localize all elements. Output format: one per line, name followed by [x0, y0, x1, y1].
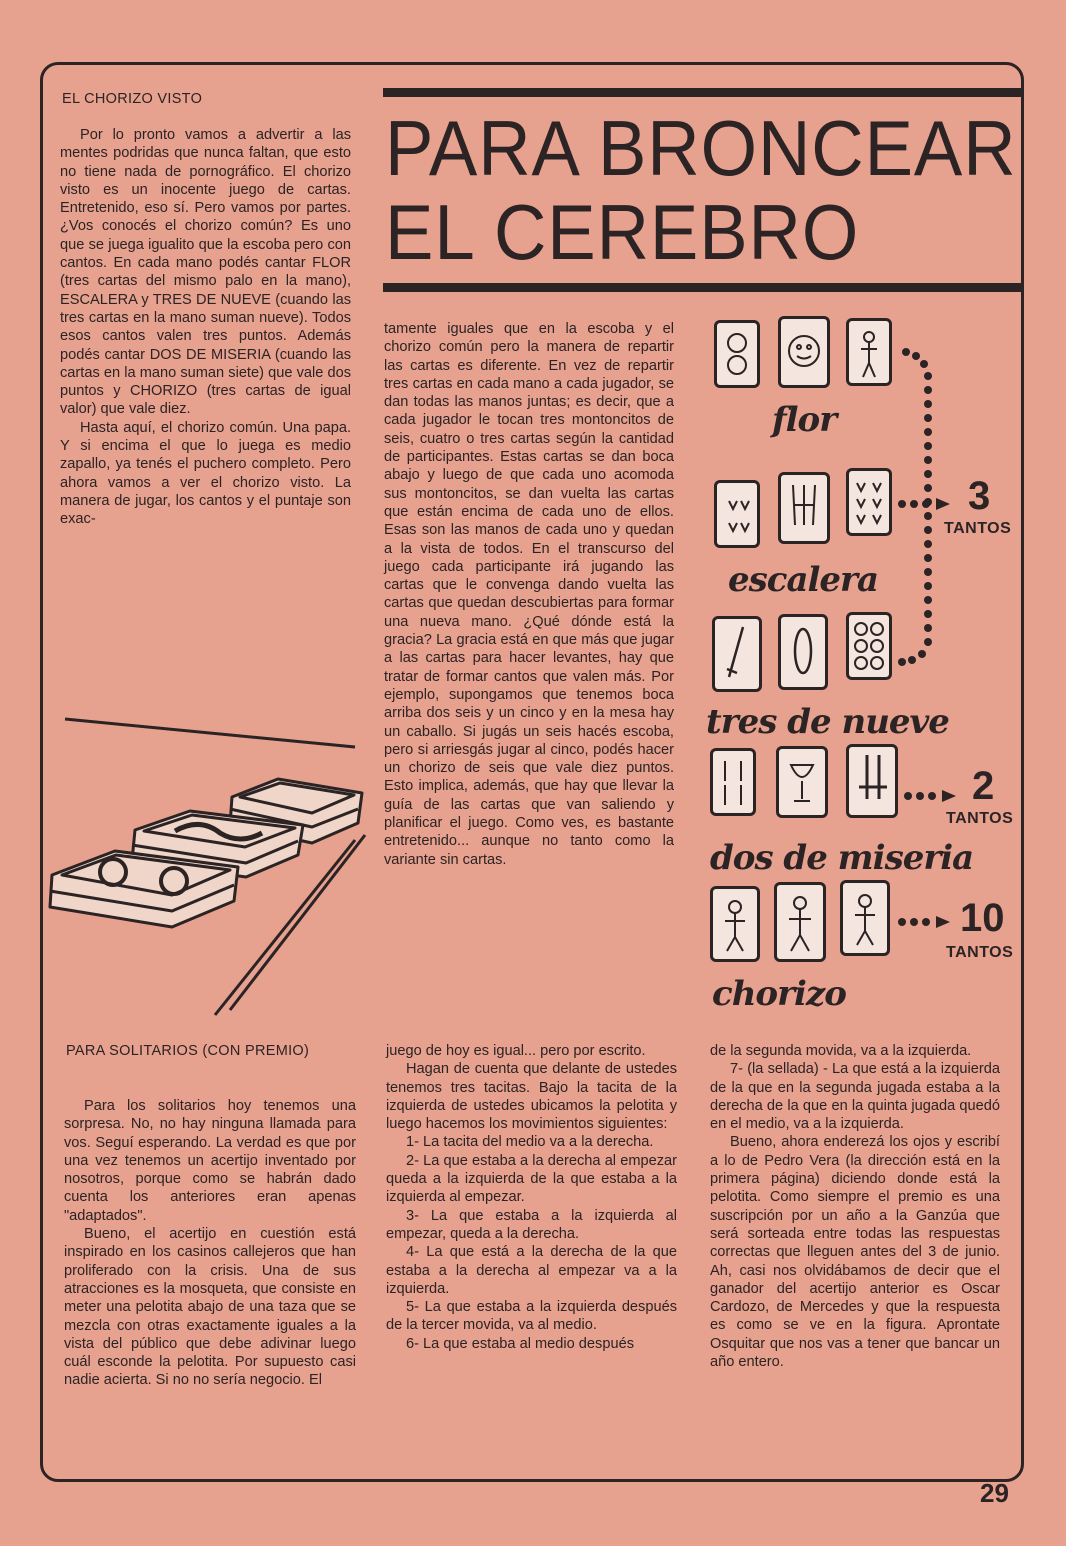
solitarios-col2-p2: Hagan de cuenta que delante de ustedes tenemos tres tacitas. Bajo la tacita de la izquierda de ustedes ubicamos la pelotita y luego hacemos los movimientos siguientes:	[386, 1061, 677, 1133]
card-piles-illustration	[40, 705, 370, 1035]
chorizo-paragraph-1: Por lo pronto vamos a advertir a las mentes podridas que nunca faltan, que esto no tiene nada de pornográfico. El chorizo visto es un inocente juego de cartas. Entretenido, eso sí. Pero vamos por partes. ¿Vos conocés el chorizo común? Es uno que se juega igualito que la escoba pero con cantos. En cada mano podés cantar FLOR (tres cartas del mismo palo en la mano), ESCALERA y TRES DE NUEVE (cuando las tres cartas en la mano suman nueve). Todos esos cantos valen tres puntos. Además podés cantar DOS DE MISERIA (cuando las cartas en la mano suman siete) que vale dos puntos y CHORIZO (tres cartas de igual valor) que vale diez.	[60, 127, 351, 418]
chorizo-left-column	[60, 126, 351, 529]
tantos-label-2: TANTOS	[946, 810, 1014, 827]
headline	[385, 104, 1017, 276]
card-rey-12-c	[840, 880, 890, 956]
card-oros-1	[778, 316, 830, 388]
cantos-figure	[700, 308, 1040, 1018]
solitarios-step-5: 5- La que estaba a la izquierda después de la tercer movida, va al medio.	[386, 1299, 677, 1334]
chorizo-middle-column	[384, 320, 674, 869]
solitarios-col3-p3: Bueno, ahora enderezá los ojos y escribí a lo de Pedro Vera (la dirección está en la primera página) diciendo donde está la pelotita. Como siempre el premio es una suscripción por un año a la Ganzúa que será sorteada entre todas las respuestas correctas que lleguen antes del 3 de junio. Ah, casi nos olvidábamos de decir que el ganador del acertijo anterior es Oscar Cardozo, de Mercedes y que la respuesta es como se ve en la figura. Aprontate Osquitar que nos vas a tener que bancar un año entero.	[710, 1134, 1000, 1371]
card-rey-12-a	[710, 886, 760, 962]
section-title-chorizo: EL CHORIZO VISTO	[62, 91, 203, 107]
card-copas-4	[714, 480, 760, 548]
solitarios-col3-p1: de la segunda movida, va a la izquierda.	[710, 1043, 972, 1059]
solitarios-col2-p1: juego de hoy es igual... pero por escrito.	[386, 1043, 646, 1059]
chorizo-paragraph-2: Hasta aquí, el chorizo común. Una papa. Y si encima el que lo juega es medio zapallo, ya tenés el puchero completo. Pero ahora vamos a ver el chorizo visto. La manera de jugar, los cantos y el puntaje son exac-	[60, 419, 351, 528]
page-number: 29	[980, 1478, 1009, 1508]
label-tres-de-nueve: tres de nueve	[706, 702, 949, 742]
score-2: 2	[972, 764, 995, 808]
card-bastos-2	[778, 614, 828, 690]
solitarios-step-2: 2- La que estaba a la derecha al empezar queda a la izquierda de la que estaba a la izquierda al empezar.	[386, 1152, 677, 1206]
card-bastos-4	[710, 748, 756, 816]
card-espadas-2	[846, 744, 898, 818]
chorizo-paragraph-3: tamente iguales que en la escoba y el chorizo común pero la manera de repartir las cartas es diferente. En vez de repartir tres cartas en cada mano a cada jugador, se dan todas las manos juntas; es decir, que a cada jugador le tocan tres montoncitos de seis, cuatro o tres cartas según la cantidad de participantes. Estas cartas se dan boca abajo y luego de que cada uno acomoda sus montoncitos, se dan vuelta las cartas que están encima de cada uno de ellos. Esas son las manos de cada uno y quedan a la vista de todos. En el transcurso del juego cada participante irá jugando las cartas que le convenga dando vuelta las cartas que quedan descubiertas para formar una nueva mano. ¿Qué dónde está la gracia? La gracia está en que más que jugar a las cartas para hacer levantes, hay que tratar de formar cantos que valen más. Por ejemplo, supongamos que tenemos boca arriba dos seis y un cinco y en la mesa hay un caballo. Si jugás un seis hacés escoba, pero si arriesgás jugar al cinco, podés hacer un chorizo de seis que vale diez puntos. Esto implica, además, que hay que llevar la guía de las cartas que van saliendo y planificar el juego. Como ves, es bastante entretenido... aunque no tanto como la variante sin cartas.	[384, 321, 674, 868]
headline-bottom-rule	[383, 283, 1023, 292]
solitarios-paragraph-1: Para los solitarios hoy tenemos una sorpresa. No, no hay ninguna llamada para vos. Seguí esperando. La verdad es que por una vez tenemos un acertijo inventado por nosotros, porque como se habrán dado cuenta los anteriores eran apenas "adaptados".	[64, 1098, 356, 1224]
solitarios-column-3	[710, 1042, 1000, 1371]
score-3: 3	[968, 474, 991, 518]
section-title-solitarios: PARA SOLITARIOS (CON PREMIO)	[66, 1043, 310, 1059]
headline-top-rule	[383, 88, 1023, 97]
solitarios-step-3: 3- La que estaba a la izquierda al empezar, queda a la derecha.	[386, 1207, 677, 1242]
card-oros-6	[846, 612, 892, 680]
card-copas-1b	[776, 746, 828, 818]
headline-line-1: PARA BRONCEAR	[385, 104, 1017, 192]
solitarios-step-4: 4- La que está a la derecha de la que estaba a la derecha al empezar va a la izquierda.	[386, 1244, 677, 1297]
label-flor: flor	[772, 400, 837, 440]
card-bastos-5	[778, 472, 830, 544]
score-10: 10	[960, 896, 1005, 940]
arrow-to-3	[896, 494, 956, 514]
card-copas-6	[846, 468, 892, 536]
card-figure-1	[846, 318, 892, 386]
label-chorizo: chorizo	[712, 974, 846, 1014]
solitarios-column-1	[64, 1097, 356, 1390]
solitarios-column-2	[386, 1042, 677, 1353]
tantos-label-10: TANTOS	[946, 944, 1014, 961]
card-copas-1	[714, 320, 760, 388]
label-escalera: escalera	[728, 560, 878, 600]
arrow-to-10	[896, 912, 956, 932]
solitarios-step-1: 1- La tacita del medio va a la derecha.	[406, 1134, 654, 1151]
card-espadas-1	[712, 616, 762, 692]
solitarios-step-6: 6- La que estaba al medio después	[406, 1335, 634, 1352]
label-dos-de-miseria: dos de miseria	[710, 838, 974, 878]
arrow-to-2	[902, 786, 962, 806]
tantos-label-3: TANTOS	[944, 520, 1012, 537]
card-rey-12-b	[774, 882, 826, 962]
solitarios-paragraph-2: Bueno, el acertijo en cuestión está inspirado en los casinos callejeros que han proliferado con la crisis. Una de sus atracciones es la mosqueta, que consiste en meter una pelotita abajo de una taza que se mezcla con otras exactamente iguales a la vista del público que debe adivinar luego cuál esconde la pelotita. Por supuesto casi nadie acierta. Si no no sería negocio. El	[64, 1226, 356, 1389]
solitarios-step-7: 7- (la sellada) - La que está a la izquierda de la que en la segunda jugada estaba a la derecha de la que en la quinta jugada quedó en el medio, va a la izquierda.	[710, 1061, 1000, 1133]
headline-line-2: EL CEREBRO	[385, 188, 860, 276]
